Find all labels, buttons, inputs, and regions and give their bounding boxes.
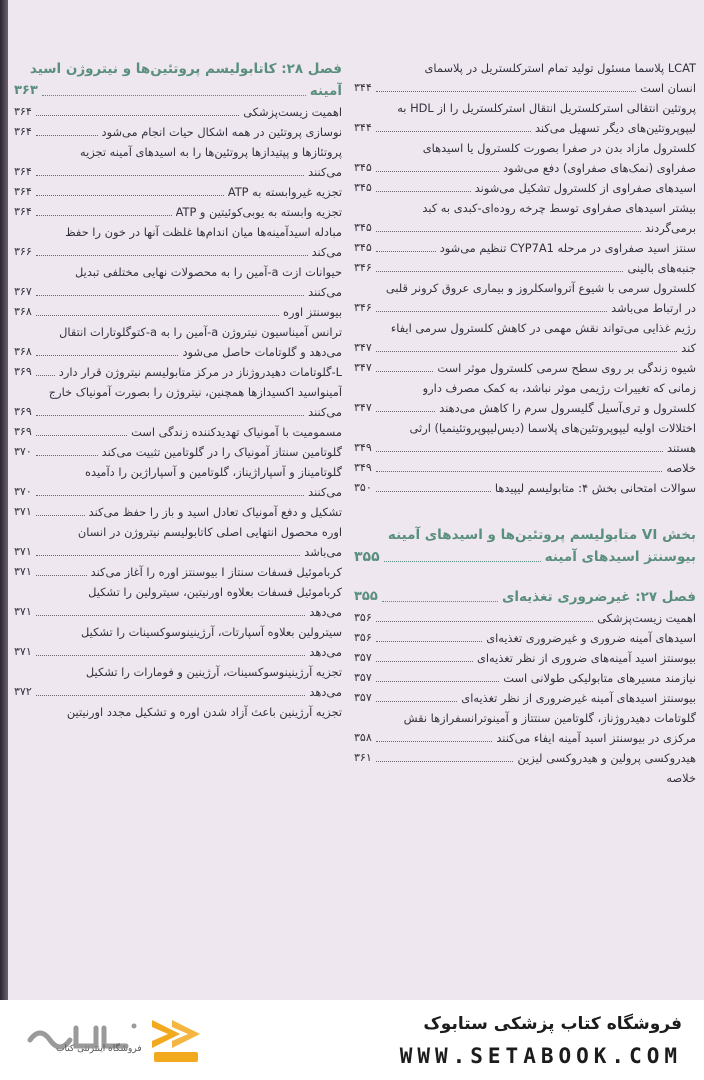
- toc-entry-title: اهمیت زیست‌پزشکی: [243, 105, 342, 119]
- toc-entry-title: اسیدهای صفراوی از کلسترول تشکیل می‌شوند: [474, 181, 696, 195]
- toc-entry-title: سیترولین بعلاوه آسپارتات، آرژینینوسوکسینات را تشکیل: [81, 625, 342, 639]
- toc-entry-title: کلسترول سرمی با شیوع آترواسکلروز و بیماری عروق کرونر قلبی: [385, 281, 696, 295]
- toc-page-number: ۳۷۰: [14, 445, 32, 458]
- toc-entry: [354, 668, 696, 688]
- toc-page-number: ۳۶۹: [14, 365, 32, 378]
- toc-entry-title: گلوتامین سنتاز آمونیاک را در گلوتامین تثبیت می‌کند: [101, 445, 342, 459]
- toc-entry: [354, 258, 696, 278]
- toc-entry-title: سنتز اسید صفراوی در مرحله CYP7A1 تنظیم می‌شود: [439, 241, 696, 255]
- dot-leader: [36, 655, 306, 656]
- dot-leader: [36, 555, 301, 556]
- toc-entry-title: می‌کنند: [308, 405, 342, 419]
- toc-entry: [14, 182, 342, 202]
- toc-entry-title: پروتئازها و پپتیدازها پروتئین‌ها را به اسیدهای آمینه تجزیه: [79, 145, 342, 159]
- toc-page-number: ۳۴۹: [354, 441, 372, 454]
- toc-entry: [14, 402, 342, 422]
- dot-leader: [42, 95, 306, 96]
- toc-entry-title: می‌دهد و گلوتامات حاصل می‌شود: [182, 345, 342, 359]
- section-gap: [354, 568, 696, 586]
- toc-entry-title: نیازمند مسیرهای متابولیکی طولانی است: [503, 671, 696, 685]
- book-spine-shadow: [0, 0, 8, 1000]
- toc-page-number: ۳۵۸: [354, 731, 372, 744]
- dot-leader: [36, 195, 224, 196]
- toc-entry: [14, 242, 342, 262]
- toc-page-number: ۳۷۲: [14, 685, 32, 698]
- dot-leader: [376, 171, 499, 172]
- toc-entry: [14, 702, 342, 722]
- toc-entry: [354, 318, 696, 338]
- toc-entry-title: در ارتباط می‌باشد: [611, 301, 696, 315]
- toc-entry: [14, 542, 342, 562]
- toc-entry-title: سوالات امتحانی بخش ۴: متابولیسم لیپیدها: [494, 481, 696, 495]
- toc-entry-title: گلوتامات دهیدروژناز، گلوتامین سنتتاز و آمینوترانسفرازها نقش: [403, 711, 696, 725]
- dot-leader: [376, 471, 663, 472]
- store-banner: [0, 1000, 704, 1080]
- toc-entry-title: خلاصه: [666, 771, 696, 785]
- toc-entry-title: لیپوپروتئین‌های دیگر تسهیل می‌کند: [534, 121, 696, 135]
- toc-entry: [354, 338, 696, 358]
- toc-entry: [14, 322, 342, 342]
- toc-entry: [354, 218, 696, 238]
- toc-entry: [354, 478, 696, 498]
- toc-page-number: ۳۴۵: [354, 181, 372, 194]
- toc-entry-title: کرباموئیل فسفات سنتاز I بیوسنتز اوره را آغاز می‌کند: [90, 565, 342, 579]
- dot-leader: [36, 495, 304, 496]
- toc-page-number: ۳۶۳: [14, 83, 38, 98]
- dot-leader: [376, 491, 491, 492]
- toc-entry-title: اهمیت زیست‌پزشکی: [597, 611, 696, 625]
- toc-entry: [354, 418, 696, 438]
- toc-entry: [14, 582, 342, 602]
- dot-leader: [376, 311, 607, 312]
- toc-entry-title: بخش VI متابولیسم پروتئین‌ها و اسیدهای آمینه: [387, 527, 696, 543]
- toc-entry-title: هیدروکسی پرولین و هیدروکسی لیزین: [517, 751, 696, 765]
- toc-entry: [14, 562, 342, 582]
- toc-entry-title: می‌کنند: [308, 485, 342, 499]
- toc-entry: [14, 222, 342, 242]
- toc-entry: [14, 142, 342, 162]
- toc-entry-title: تجزیه آرژینینوسوکسینات، آرژینین و فومارات را تشکیل: [85, 665, 342, 679]
- dot-leader: [376, 681, 500, 682]
- toc-page-number: ۳۴۷: [354, 341, 372, 354]
- dot-leader: [376, 231, 641, 232]
- dot-leader: [376, 271, 624, 272]
- toc-entry-title: می‌دهد: [309, 645, 342, 659]
- toc-entry-title: LCAT پلاسما مسئول تولید تمام استرکلستریل در پلاسمای: [424, 61, 696, 75]
- toc-chapter-heading: [14, 80, 342, 102]
- toc-page-number: ۳۵۶: [354, 611, 372, 624]
- toc-page-number: ۳۷۱: [14, 645, 32, 658]
- toc-entry-title: می‌دهد: [309, 685, 342, 699]
- dot-leader: [36, 315, 279, 316]
- dot-leader: [36, 115, 239, 116]
- toc-entry-title: فصل ۲۸: کاتابولیسم پروتئین‌ها و نیتروژن اسید: [29, 61, 342, 77]
- dot-leader: [36, 435, 127, 436]
- dot-leader: [384, 561, 541, 562]
- toc-entry-title: بیوسنتز اسید آمینه‌های ضروری از نظر تغذیه‌ای: [476, 651, 696, 665]
- toc-entry: [14, 662, 342, 682]
- toc-entry: [354, 398, 696, 418]
- toc-page-number: ۳۵۷: [354, 691, 372, 704]
- toc-entry-title: مبادله اسیدآمینه‌ها میان اندام‌ها غلظت آنها در خون را حفظ: [65, 225, 342, 239]
- dot-leader: [36, 695, 306, 696]
- toc-entry: [14, 462, 342, 482]
- toc-entry: [354, 628, 696, 648]
- dot-leader: [376, 741, 493, 742]
- toc-page-number: ۳۵۶: [354, 631, 372, 644]
- toc-entry-title: هستند: [666, 441, 696, 455]
- toc-entry: [354, 708, 696, 728]
- toc-entry-title: می‌دهد: [309, 605, 342, 619]
- dot-leader: [36, 295, 304, 296]
- toc-entry: [354, 58, 696, 78]
- toc-entry-title: اوره محصول انتهایی اصلی کاتابولیسم نیتروژن در انسان: [77, 525, 342, 539]
- toc-entry: [14, 522, 342, 542]
- toc-entry-title: شیوه زندگی بر روی سطح سرمی کلسترول موثر است: [437, 361, 696, 375]
- toc-entry: [14, 342, 342, 362]
- toc-page-number: ۳۶۴: [14, 105, 32, 118]
- setabook-logo: [22, 1016, 202, 1068]
- toc-entry-title: تشکیل و دفع آمونیاک تعادل اسید و باز را حفظ می‌کند: [88, 505, 342, 519]
- toc-column-right: [354, 58, 696, 788]
- dot-leader: [376, 701, 458, 702]
- dot-leader: [36, 415, 304, 416]
- toc-entry-title: جنبه‌های بالینی: [627, 261, 696, 275]
- toc-entry: [14, 642, 342, 662]
- toc-entry: [14, 302, 342, 322]
- toc-page-number: ۳۵۷: [354, 651, 372, 664]
- toc-entry-title: می‌کند: [311, 245, 342, 259]
- toc-entry: [354, 648, 696, 668]
- toc-entry: [354, 238, 696, 258]
- toc-entry-title: فصل ۲۷: غیرضروری تغذیه‌ای: [501, 589, 696, 605]
- dot-leader: [36, 575, 87, 576]
- toc-page-number: ۳۴۶: [354, 301, 372, 314]
- toc-page-number: ۳۶۴: [14, 125, 32, 138]
- toc-entry-title: خلاصه: [666, 461, 696, 475]
- toc-entry: [354, 608, 696, 628]
- toc-entry-title: رژیم غذایی می‌تواند نقش مهمی در کاهش کلسترول سرمی ایفاء: [390, 321, 696, 335]
- dot-leader: [376, 191, 471, 192]
- toc-entry-title: ترانس آمیناسیون نیتروژن a-آمین را به a-کتوگلوتارات انتقال: [59, 325, 342, 339]
- toc-entry: [354, 158, 696, 178]
- toc-page-number: ۳۴۵: [354, 241, 372, 254]
- toc-entry-title: می‌باشد: [304, 545, 342, 559]
- dot-leader: [376, 371, 434, 372]
- toc-page-number: ۳۶۴: [14, 185, 32, 198]
- toc-page-number: ۳۵۰: [354, 481, 372, 494]
- toc-entry: [354, 768, 696, 788]
- toc-entry-title: کند: [681, 341, 696, 355]
- toc-page-number: ۳۶۶: [14, 245, 32, 258]
- dot-leader: [36, 135, 98, 136]
- toc-entry: [354, 358, 696, 378]
- toc-entry: [14, 162, 342, 182]
- toc-page-number: ۳۶۱: [354, 751, 372, 764]
- toc-entry: [354, 438, 696, 458]
- toc-entry-title: کلسترول و تری‌آسیل گلیسرول سرم را کاهش می‌دهند: [439, 401, 696, 415]
- toc-chapter-heading: [354, 586, 696, 608]
- dot-leader: [36, 375, 55, 376]
- toc-page-number: ۳۴۶: [354, 261, 372, 274]
- dot-leader: [376, 761, 514, 762]
- toc-page-number: ۳۷۱: [14, 605, 32, 618]
- toc-chapter-heading: [14, 58, 342, 80]
- toc-entry: [354, 138, 696, 158]
- toc-entry-title: آمینه: [309, 83, 342, 99]
- toc-entry-title: اختلالات اولیه لیپوپروتئین‌های پلاسما (دیس‌لیپوپروتئینمیا) ارثی: [409, 421, 696, 435]
- toc-entry-title: صفراوی (نمک‌های صفراوی) دفع می‌شود: [503, 161, 696, 175]
- toc-entry-title: تجزیه غیروابسته به ATP: [227, 185, 342, 199]
- toc-page-number: ۳۴۵: [354, 221, 372, 234]
- toc-entry: [354, 688, 696, 708]
- toc-entry: [14, 602, 342, 622]
- logo-tagline: فروشگاه اینترنتی کتاب: [56, 1044, 142, 1054]
- toc-entry: [14, 102, 342, 122]
- toc-page-number: ۳۴۴: [354, 81, 372, 94]
- toc-entry-title: حیوانات ازت a-آمین را به محصولات نهایی مختلفی تبدیل: [75, 265, 342, 279]
- dot-leader: [376, 131, 531, 132]
- toc-entry: [14, 502, 342, 522]
- toc-page-number: ۳۷۱: [14, 505, 32, 518]
- dot-leader: [36, 215, 172, 216]
- dot-leader: [382, 601, 498, 602]
- toc-page-number: ۳۵۵: [354, 549, 380, 565]
- dot-leader: [36, 615, 306, 616]
- dot-leader: [376, 451, 663, 452]
- toc-entry-title: می‌کنند: [308, 285, 342, 299]
- toc-entry: [354, 728, 696, 748]
- dot-leader: [376, 411, 436, 412]
- dot-leader: [376, 661, 473, 662]
- dot-leader: [376, 621, 593, 622]
- toc-entry-title: نوسازی پروتئین در همه اشکال حیات انجام می‌شود: [101, 125, 342, 139]
- toc-entry-title: گلوتامیناز و آسپاراژیناز، گلوتامین و آسپاراژین را دآمیده: [85, 465, 342, 479]
- banner-title: فروشگاه کتاب پزشکی ستابوک: [423, 1014, 682, 1034]
- toc-entry-title: اسیدهای آمینه ضروری و غیرضروری تغذیه‌ای: [486, 631, 696, 645]
- toc-page-number: ۳۶۸: [14, 305, 32, 318]
- toc-entry: [14, 282, 342, 302]
- toc-entry: [14, 362, 342, 382]
- toc-entry: [354, 78, 696, 98]
- dot-leader: [36, 355, 179, 356]
- toc-entry: [14, 122, 342, 142]
- toc-entry-title: کرباموئیل فسفات بعلاوه اورنیتین، سیترولین را تشکیل: [88, 585, 342, 599]
- toc-entry: [354, 118, 696, 138]
- toc-entry-title: آمینواسید اکسیدازها همچنین، نیتروژن را بصورت آمونیاک خارج: [48, 385, 342, 399]
- toc-entry: [14, 622, 342, 642]
- toc-entry-title: بیوسنتز اسیدهای آمینه: [544, 549, 696, 565]
- dot-leader: [376, 251, 436, 252]
- chevron-stack-icon: [152, 1020, 200, 1062]
- toc-part-heading: [354, 546, 696, 568]
- dot-leader: [36, 175, 304, 176]
- toc-page-number: ۳۷۱: [14, 545, 32, 558]
- toc-entry: [14, 422, 342, 442]
- toc-entry-title: مسمومیت با آمونیاک تهدیدکننده زندگی است: [131, 425, 342, 439]
- toc-page-number: ۳۴۷: [354, 401, 372, 414]
- toc-entry-title: انسان است: [640, 81, 696, 95]
- toc-page-number: ۳۶۸: [14, 345, 32, 358]
- toc-entry: [14, 442, 342, 462]
- toc-page-number: ۳۶۹: [14, 425, 32, 438]
- dot-leader: [36, 515, 85, 516]
- toc-entry: [14, 682, 342, 702]
- toc-entry: [14, 202, 342, 222]
- toc-column-left: [14, 58, 342, 722]
- toc-entry: [354, 458, 696, 478]
- toc-page-number: ۳۶۹: [14, 405, 32, 418]
- toc-entry: [354, 378, 696, 398]
- toc-page-number: ۳۶۴: [14, 165, 32, 178]
- toc-entry-title: تجزیه وابسته به یوبی‌کوئیتین و ATP: [175, 205, 342, 219]
- toc-entry-title: بیوسنتز اسیدهای آمینه غیرضروری از نظر تغذیه‌ای: [461, 691, 696, 705]
- toc-entry-title: L-گلوتامات دهیدروژناز در مرکز متابولیسم نیتروژن قرار دارد: [58, 365, 342, 379]
- toc-entry-title: برمی‌گردند: [645, 221, 696, 235]
- toc-entry-title: زمانی که تغییرات رژیمی موثر نباشد، به کمک مصرف دارو: [422, 381, 696, 395]
- dot-leader: [376, 641, 482, 642]
- dot-leader: [36, 455, 98, 456]
- banner-url[interactable]: WWW.SETABOOK.COM: [399, 1044, 682, 1068]
- toc-page-number: ۳۶۷: [14, 285, 32, 298]
- toc-page-number: ۳۵۵: [354, 589, 378, 604]
- toc-entry-title: تجزیه آرژینین باعث آزاد شدن اوره و تشکیل مجدد اورنیتین: [66, 705, 342, 719]
- toc-entry: [354, 178, 696, 198]
- toc-entry: [354, 98, 696, 118]
- toc-entry: [14, 262, 342, 282]
- toc-part-heading: [354, 524, 696, 546]
- toc-page-number: ۳۴۹: [354, 461, 372, 474]
- toc-entry: [354, 298, 696, 318]
- dot-leader: [376, 91, 636, 92]
- toc-entry: [354, 198, 696, 218]
- toc-page-number: ۳۴۷: [354, 361, 372, 374]
- toc-entry-title: کلسترول مازاد بدن در صفرا بصورت کلسترول یا اسیدهای: [422, 141, 696, 155]
- toc-entry: [354, 278, 696, 298]
- toc-page-number: ۳۵۷: [354, 671, 372, 684]
- toc-entry-title: بیشتر اسیدهای صفراوی توسط چرخه روده‌ای-کبدی به کبد: [422, 201, 696, 215]
- toc-entry-title: بیوسنتز اوره: [283, 305, 342, 319]
- dot-leader: [36, 255, 308, 256]
- toc-entry-title: پروتئین انتقالی استرکلستریل انتقال استرکلستریل را از HDL به: [397, 101, 696, 115]
- toc-page-number: ۳۶۴: [14, 205, 32, 218]
- toc-entry-title: مرکزی در بیوسنتز اسید آمینه ایفاء می‌کنند: [496, 731, 696, 745]
- toc-page-number: ۳۴۵: [354, 161, 372, 174]
- toc-page-number: ۳۷۰: [14, 485, 32, 498]
- toc-entry: [14, 482, 342, 502]
- toc-entry: [14, 382, 342, 402]
- toc-page-number: ۳۷۱: [14, 565, 32, 578]
- toc-page-number: ۳۴۴: [354, 121, 372, 134]
- toc-entry-title: می‌کنند: [308, 165, 342, 179]
- toc-entry: [354, 748, 696, 768]
- dot-leader: [376, 351, 677, 352]
